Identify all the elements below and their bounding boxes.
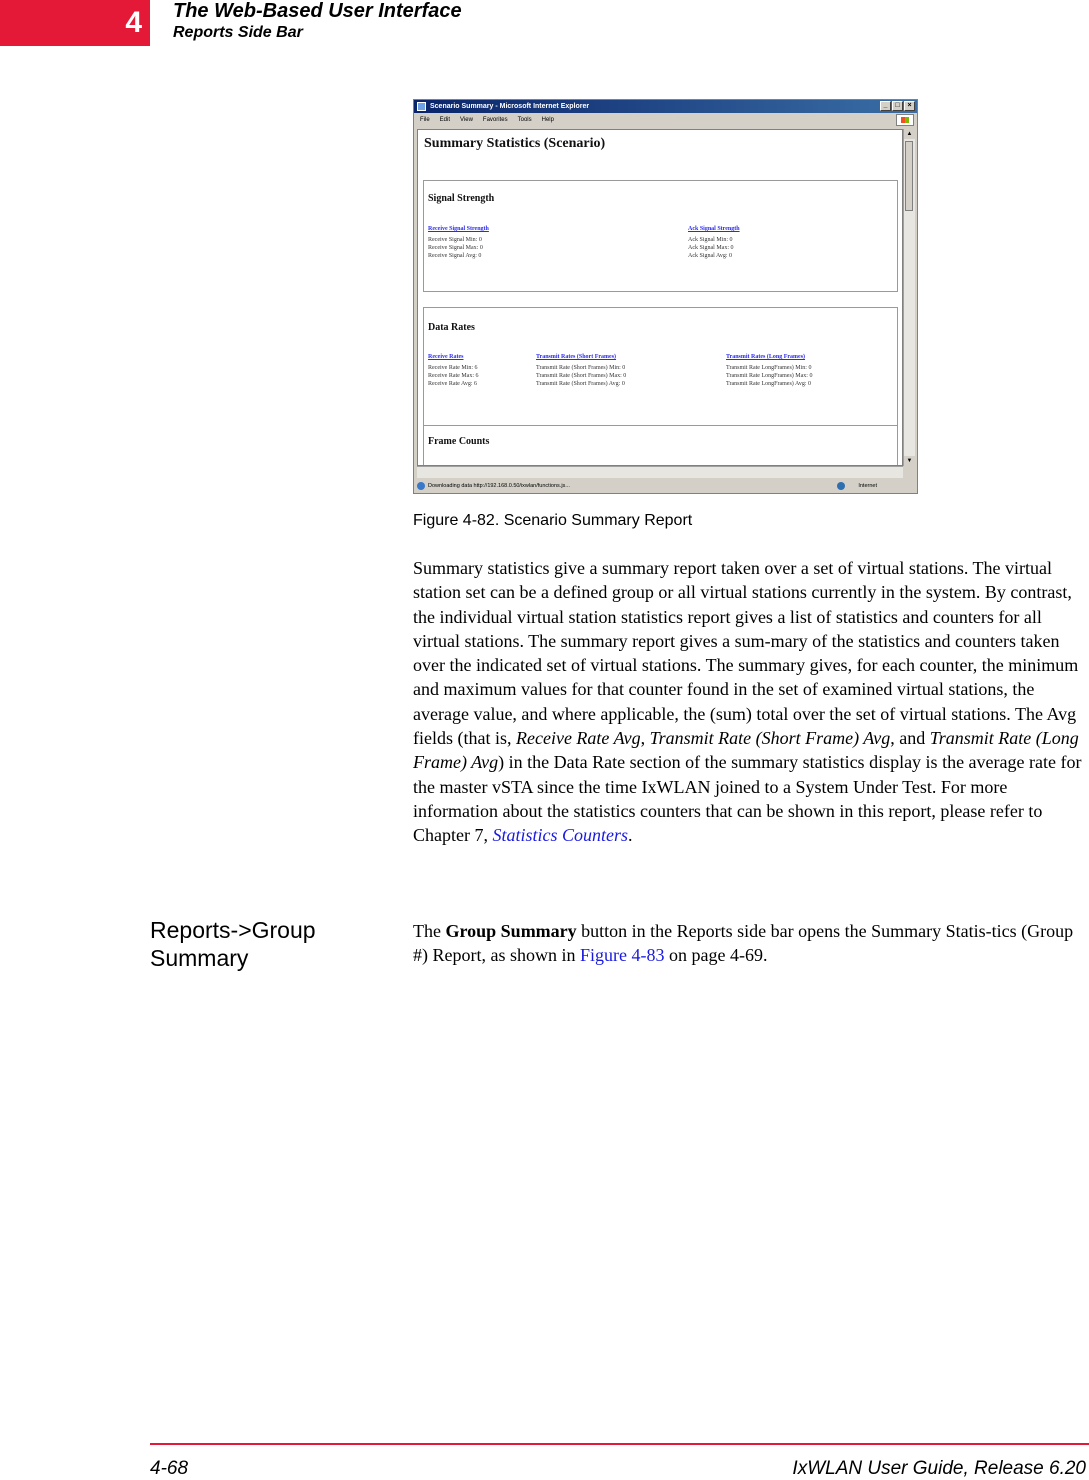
- short-frames-max: Transmit Rate (Short Frames) Max: 0: [536, 373, 627, 379]
- menu-edit[interactable]: Edit: [439, 117, 451, 123]
- long-frames-max: Transmit Rate LongFrames) Max: 0: [726, 373, 813, 379]
- data-rates-panel: [423, 307, 898, 426]
- windows-flag-icon: [896, 114, 914, 126]
- frame-counts-title: Frame Counts: [428, 436, 490, 447]
- short-frames-min: Transmit Rate (Short Frames) Min: 0: [536, 365, 626, 371]
- scroll-down-arrow-icon[interactable]: ▼: [904, 456, 915, 466]
- maximize-button[interactable]: □: [892, 101, 903, 111]
- horizontal-scrollbar[interactable]: [417, 466, 903, 478]
- status-zone: Internet: [858, 483, 877, 489]
- header-title: The Web-Based User Interface: [173, 0, 462, 22]
- window-titlebar: [414, 100, 917, 113]
- ack-signal-avg: Ack Signal Avg: 0: [688, 253, 733, 259]
- vertical-scrollbar[interactable]: [903, 129, 915, 466]
- figure-caption: Figure 4-82. Scenario Summary Report: [413, 512, 693, 529]
- body-paragraph-1: Summary statistics give a summary report taken over a set of virtual stations. The virtual station set can be a defined group or all virtual stations currently in the system. By contrast, the individual virtual station statistics report gives a list of statistics and counters for all virtual stations. The summary report gives a sum-mary of the statistics and counters taken over the indicated set of virtual stations. The summary gives, for each counter, the minimum and maximum values for that counter found in the set of examined virtual stations, the average value, and where applicable, the (sum) total over the set of virtual stations. The Avg fields (that is, Receive Rate Avg, Transmit Rate (Short Frame) Avg, and Transmit Rate (Long Frame) Avg) in the Data Rate section of the summary statistics display is the average rate for the master vSTA since the time IxWLAN joined to a System Under Test. For more information about the statistics counters that can be shown in this report, please refer to Chapter 7, Statistics Counters.: [413, 558, 1082, 846]
- footer-rule: [150, 1443, 1089, 1445]
- report-heading: Summary Statistics (Scenario): [424, 136, 606, 151]
- menu-help[interactable]: Help: [541, 117, 554, 123]
- receive-signal-avg: Receive Signal Avg: 0: [428, 253, 482, 259]
- ack-signal-column: [688, 225, 740, 260]
- ie-status-icon: [417, 482, 425, 490]
- signal-strength-title: Signal Strength: [428, 193, 495, 204]
- menu-bar: [414, 113, 917, 127]
- group-summary-term: Group Summary: [445, 921, 577, 941]
- data-rates-title: Data Rates: [428, 322, 475, 333]
- emphasis-transmit-long: Transmit Rate (Long Frame) Avg: [413, 728, 1079, 773]
- receive-signal-column: [428, 225, 489, 260]
- statistics-counters-link[interactable]: Statistics Counters: [492, 825, 628, 846]
- long-frames-link[interactable]: Transmit Rates (Long Frames): [726, 354, 806, 360]
- receive-signal-min: Receive Signal Min: 0: [428, 237, 482, 243]
- emphasis-transmit-short: Transmit Rate (Short Frame) Avg: [649, 728, 891, 749]
- scroll-up-arrow-icon[interactable]: ▲: [904, 129, 915, 139]
- ack-signal-min: Ack Signal Min: 0: [688, 237, 733, 243]
- receive-rates-link[interactable]: Receive Rates: [428, 354, 464, 360]
- browser-viewport: [417, 129, 903, 466]
- receive-rate-avg: Receive Rate Avg: 6: [428, 381, 478, 387]
- menu-tools[interactable]: Tools: [517, 117, 532, 123]
- receive-signal-max: Receive Signal Max: 0: [428, 245, 483, 251]
- globe-icon: [837, 482, 845, 490]
- long-frames-avg: Transmit Rate LongFrames) Avg: 0: [726, 381, 811, 387]
- receive-rate-min: Receive Rate Min: 6: [428, 365, 478, 371]
- menu-view[interactable]: View: [460, 117, 473, 123]
- ack-signal-link[interactable]: Ack Signal Strength: [688, 226, 740, 232]
- ie-icon: [417, 102, 426, 111]
- ack-signal-max: Ack Signal Max: 0: [688, 245, 734, 251]
- status-bar: [414, 479, 917, 493]
- section-heading: Reports->Group Summary: [150, 917, 316, 971]
- minimize-button[interactable]: _: [880, 101, 891, 111]
- frame-counts-panel: [423, 425, 898, 466]
- close-button[interactable]: ×: [904, 101, 915, 111]
- window-title: Scenario Summary - Microsoft Internet Explorer: [430, 103, 590, 110]
- receive-rates-column: [428, 353, 478, 388]
- menu-file[interactable]: File: [420, 117, 430, 123]
- chapter-tab: [0, 0, 150, 46]
- figure-4-83-link[interactable]: Figure 4-83: [579, 945, 665, 966]
- short-frames-link[interactable]: Transmit Rates (Short Frames): [536, 354, 617, 360]
- long-frames-column: [726, 353, 812, 388]
- short-frames-column: [536, 353, 626, 388]
- receive-rate-max: Receive Rate Max: 6: [428, 373, 479, 379]
- figure-screenshot: [413, 99, 918, 494]
- menu-favorites[interactable]: Favorites: [482, 117, 508, 123]
- short-frames-avg: Transmit Rate (Short Frames) Avg: 0: [536, 381, 625, 387]
- body-paragraph-2: The Group Summary button in the Reports side bar opens the Summary Statis-tics (Group #) Report, as shown in Figure 4-83 on page 4-69.: [413, 921, 1074, 966]
- signal-strength-panel: [423, 180, 898, 292]
- document-title: IxWLAN User Guide, Release 6.20: [792, 1458, 1086, 1479]
- scroll-thumb[interactable]: [905, 141, 913, 211]
- status-text: Downloading data http://192.168.0.50/ixwlan/functions.js...: [428, 483, 570, 489]
- page-number: 4-68: [150, 1458, 189, 1479]
- receive-signal-link[interactable]: Receive Signal Strength: [428, 226, 489, 232]
- header-subtitle: Reports Side Bar: [173, 24, 303, 41]
- chapter-number: 4: [125, 6, 142, 39]
- emphasis-receive-rate-avg: Receive Rate Avg: [515, 728, 641, 749]
- long-frames-min: Transmit Rate LongFrames) Min: 0: [726, 365, 812, 371]
